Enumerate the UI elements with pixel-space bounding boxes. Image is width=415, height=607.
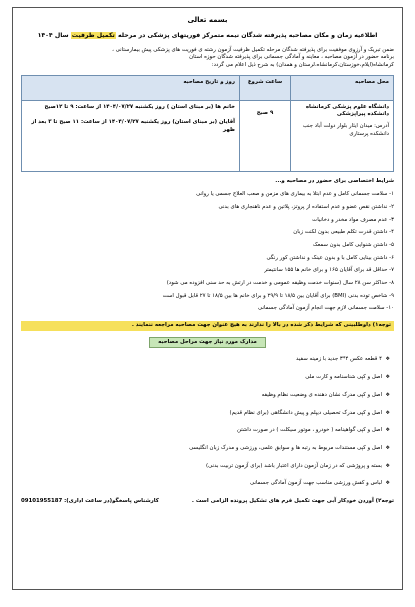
- location-address: آدرس: میدان ایثار بلوار دولت آباد جنب دانشکده پرستاری: [302, 123, 389, 137]
- documents-title: مدارک مورد نیاز جهت مراحل مصاحبه: [149, 337, 266, 349]
- document-item: ❖ بسته و پروژشی که در زمان آزمون دارای اعتبار باشد (برای آزمون تربیت بدنی): [21, 463, 390, 471]
- header-time: ساعت شروع: [240, 75, 291, 100]
- condition-item: ۷- حداقل قد برای آقایان ۱۶۵ و برای خانم ها ۱۵۵ سانتیمتر: [264, 267, 394, 274]
- condition-item: ۹- شاخص توده بدنی (BMI) برای آقایان بین ۱۸/۵ تا ۲۹/۹ و برای خانم ها بین ۱۸/۵ تا ۲۷ قابل قبول است: [162, 292, 394, 299]
- basmala: بسمه تعالی: [187, 16, 228, 24]
- documents-title-wrap: [21, 337, 394, 349]
- time-cell: [240, 100, 291, 171]
- intro-line-3: کرمانشاه(ایلام،خوزستان،کرمانشاه،لرستان و همدان) به شرح ذیل اعلام می گردد:: [211, 62, 394, 69]
- header-location: محل مصاحبه: [291, 75, 394, 100]
- condition-item: ۵- داشتن شنوایی کامل بدون سمعک: [312, 242, 394, 249]
- document-item: ❖ اصل و کپی گواهینامه ( خودرو ، موتور سیکلت ) در صورت داشتن: [21, 427, 390, 435]
- contact-phone: 09101955187: [21, 497, 63, 504]
- condition-item: ۸- حداکثر سن ۲۸ سال (سنوات خدمت وظیفه عمومی و خدمت در ارتش به حد سنی افزوده می شود): [166, 280, 394, 287]
- date-women: خانم ها (بر مبنای استان ) روز یکشنبه ۱۴۰۴/۰۷/۲۷ از ساعت: ۹ تا ۱۲صبح: [44, 103, 235, 110]
- announcement-title: [21, 32, 394, 41]
- intro-paragraph: [21, 47, 394, 70]
- contact-label: کارشناس پاسخگو(در ساعت اداری):: [64, 497, 159, 504]
- condition-item: ۶- داشتن بینایی کامل با و بدون عینک و نداشتن کور رنگی: [266, 254, 394, 261]
- location-name: دانشگاه علوم پزشکی کرمانشاه دانشکده پیراپزشکی: [305, 103, 389, 118]
- note-warning: توجه۱) داوطلبینی که شرایط ذکر شده در بالا را ندارند به هیچ عنوان جهت مصاحبه مراجعه ننمایند .: [21, 321, 394, 331]
- document-item: ❖ اصل و کپی مدرک نشان دهنده ی وضعیت نظام وظیفه: [21, 392, 390, 400]
- intro-line-2: برنامه حضور در آزمون مصاحبه ، معاینه و آمادگی جسمانی برای پذیرفته شدگان حوزه استان: [189, 54, 394, 61]
- documents-list: [21, 356, 394, 487]
- intro-line-1: ضمن تبریک و آرزوی موفقیت برای پذیرفته شدگان مرحله تکمیل ظرفیت آزمون رشته ی فوریت های پزشکی پیش بیمارستانی ،: [112, 46, 394, 53]
- interview-schedule-table: [21, 75, 394, 172]
- condition-item: ۲- نداشتن نقص عضو و عدم استفاده از پروتز، پلاتین و عدم ناهنجاری های بدنی: [218, 204, 394, 211]
- conditions-title: شرایط اختصاصی برای حضور در مصاحبه و...: [275, 177, 394, 184]
- conditions-list: [21, 191, 394, 313]
- document-item: ❖ ۴ قطعه عکس ۴*۳ جدید با زمینه سفید: [21, 356, 390, 364]
- document-item: ❖ اصل و کپی شناسنامه و کارت ملی: [21, 374, 390, 382]
- condition-item: ۱- سلامت جسمانی کامل و عدم ابتلا به بیماری های مزمن و صعب العلاج جسمی یا روانی: [196, 191, 394, 198]
- document-item: ❖ لباس و کفش ورزشی مناسب جهت آزمون آمادگی جسمانی: [21, 480, 390, 488]
- condition-item: ۴- داشتن قدرت تکلم طبیعی بدون لکنت زبان: [293, 229, 394, 236]
- title-highlight: تکمیل ظرفیت: [71, 31, 115, 39]
- document-item: ❖ اصل و کپی مدرک تحصیلی دیپلم و پیش دانشگاهی (برای نظام قدیم): [21, 410, 390, 418]
- date-cell: [22, 100, 240, 171]
- header-date: روز و تاریخ مصاحبه: [22, 75, 240, 100]
- document-item: ❖ اصل و کپی مستندات مربوط به رتبه ها و سوابق علمی، ورزشی و مدرک زبان انگلیسی: [21, 445, 390, 453]
- date-men: آقایان (بر مبنای استان) روز یکشنبه ۱۴۰۴/۰۷/۲۷ از ساعت: ۱۱ صبح تا ۳ بعد از ظهر: [31, 119, 235, 134]
- announcement-page: [12, 7, 403, 590]
- location-cell: [291, 100, 394, 171]
- footer-contact: [21, 498, 159, 506]
- condition-item: ۱۰- سلامت جسمانی لازم جهت انجام آزمون آمادگی جسمانی: [258, 305, 394, 312]
- schedule-row: [22, 100, 394, 171]
- title-pre: اطلاعیه زمان و مکان مصاحبه پذیرفته شدگان نیمه متمرکز فوریتهای پزشکی در مرحله: [115, 31, 378, 39]
- footer-note: توجه۲) آوردن خودکار آبی جهت تکمیل فرم های تشکیل پرونده الزامی است .: [191, 497, 394, 504]
- start-time: ۹ صبح: [256, 109, 274, 116]
- schedule-header-row: [22, 75, 394, 100]
- condition-item: ۳- عدم مصرف مواد مخدر و دخانیات: [312, 216, 394, 223]
- footer: [21, 498, 394, 506]
- title-post: سال ۱۴۰۴: [37, 31, 71, 39]
